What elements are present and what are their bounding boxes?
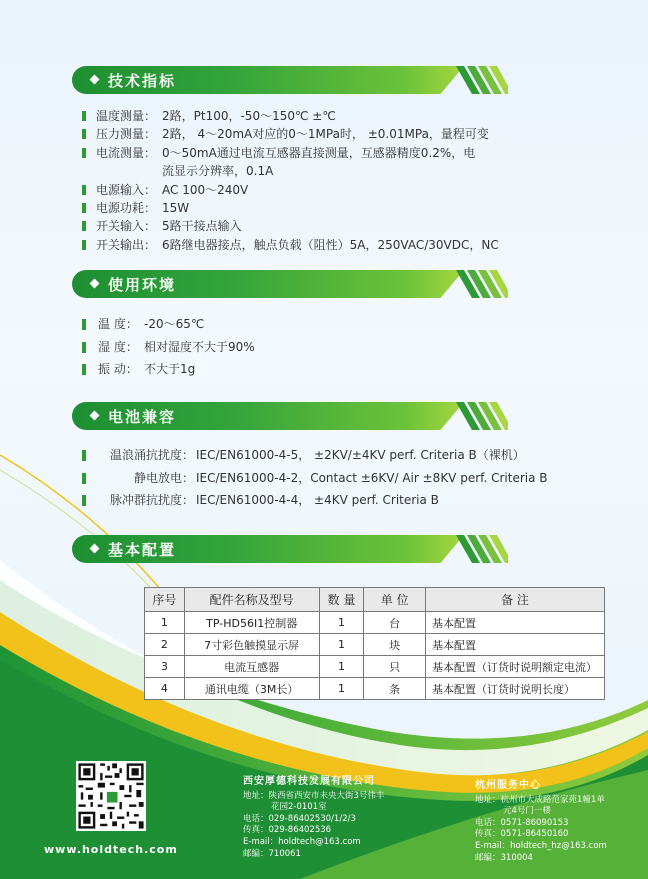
table-cell: TP-HD56I1控制器 <box>184 612 319 634</box>
table-cell: 电流互感器 <box>184 656 319 678</box>
table-header-row <box>145 588 605 612</box>
table-row <box>145 612 605 634</box>
table-header: 序号 <box>145 588 185 612</box>
contact-line: 邮编：310004 <box>475 852 533 863</box>
section-title: 使用环境 <box>108 276 177 294</box>
section-title: 基本配置 <box>108 541 177 559</box>
section-header-config <box>72 535 508 563</box>
section-title: 技术指标 <box>108 72 177 90</box>
section-header-env <box>72 270 508 298</box>
stripes-icon <box>456 402 508 430</box>
table-cell: 1 <box>319 634 364 656</box>
contact-line: 地址：陕西省西安市未央大街3号伟丰 <box>243 790 385 801</box>
contact-line: 传真：0571-86450160 <box>475 829 569 840</box>
table-cell: 基本配置 <box>426 634 605 656</box>
table-cell: 条 <box>364 678 426 700</box>
table-header: 备 注 <box>426 588 605 612</box>
table-cell: 3 <box>145 656 185 678</box>
table-cell: 基本配置（订货时说明长度） <box>426 678 605 700</box>
table-cell: 7寸彩色触摸显示屏 <box>184 634 319 656</box>
contact-line: 花园2-0101室 <box>271 802 327 813</box>
table-row <box>145 634 605 656</box>
table-cell: 基本配置（订货时说明额定电流） <box>426 656 605 678</box>
table-cell: 1 <box>319 678 364 700</box>
company-name: 西安厚德科技发展有限公司 <box>243 776 375 787</box>
table-cell: 块 <box>364 634 426 656</box>
brochure-page: 技术指标 温度测量： 2路，Pt100，-50～150℃ ±℃ 压力测量： 2路， 4～20mA对应的0～1MPa时， ±0.01MPa，量程可变 电流测量： 0～50mA通过电流互感器直接测量，互感器精度0.2%，电 流显示分辨率，0.1A 电源输入： AC 100～240V 电源功耗： 15W 开关输入： 5路干接点输入 开关输出： 6路继电器接点，触点负载（阻性）5A，250VAC/30VDC，NC 使用环境 温 度： -20～65℃ 湿 度： 相对湿度不大于90% 振 动： 不大于1g 电池兼容 温浪涌抗扰度： IEC/EN61000-4-5， ±2KV/±4KV perf. Criteria B（裸机） 静电放电： IEC/EN61000-4-2，Contact ±6KV/ Air ±8KV perf. Criteria B 脉冲群抗扰度： IEC/EN61000-4-4， ±4KV perf. Criteria B 基本配置 序号 配件名称及型号 数 量 单 位 备 注 1 TP-HD56I1控制器 1 台 基本配置 2 7寸彩色触摸显示屏 1 块 基本配置 3 电流互感器 1 只 基本配置（订货时说明额定电流） 4 通讯电缆（3M长） 1 条 基本配置（订货时说明长度） www.holdtech.com 西安厚德科技发展有限公司 地址：陕西省西安市未央大街3号伟丰 花园2-0101室 电话：029-86402530/1/2/3 传真：029-86402536 E-mail：holdtech@163.com 邮编：710061 杭州服务中心 地址：杭州市大成路范家苑1幢1单 元4号门一楼 电话：0571-86090153 传真：0571-86450160 E-mail：holdtech_hz@163.com 邮编：310004 <box>0 0 648 879</box>
contact-line: 地址：杭州市大成路范家苑1幢1单 <box>475 794 605 805</box>
contact-xian <box>243 776 384 860</box>
table-cell: 1 <box>319 656 364 678</box>
table-cell: 通讯电缆（3M长） <box>184 678 319 700</box>
table-cell: 2 <box>145 634 185 656</box>
table-row <box>145 678 605 700</box>
table-header: 单 位 <box>364 588 426 612</box>
table-row <box>145 656 605 678</box>
section-title: 电池兼容 <box>108 408 177 426</box>
contact-line: 电话：029-86402530/1/2/3 <box>243 813 356 824</box>
stripes-icon <box>456 535 508 563</box>
table-header: 数 量 <box>319 588 364 612</box>
qr-code-icon <box>76 761 146 831</box>
contact-hangzhou <box>475 780 607 864</box>
contact-line: E-mail：holdtech@163.com <box>243 836 361 847</box>
section-header-emc <box>72 402 508 430</box>
contact-line: 传真：029-86402536 <box>243 825 332 836</box>
contact-line: 元4号门一楼 <box>503 806 551 817</box>
company-name: 杭州服务中心 <box>475 780 541 791</box>
table-cell: 基本配置 <box>426 612 605 634</box>
config-table <box>144 587 605 700</box>
table-cell: 4 <box>145 678 185 700</box>
table-header: 配件名称及型号 <box>184 588 319 612</box>
website-link[interactable]: www.holdtech.com <box>44 843 178 856</box>
contact-line: 电话：0571-86090153 <box>475 817 569 828</box>
contact-line: E-mail：holdtech_hz@163.com <box>475 840 607 851</box>
stripes-icon <box>456 66 508 94</box>
table-cell: 只 <box>364 656 426 678</box>
table-cell: 台 <box>364 612 426 634</box>
contact-line: 邮编：710061 <box>243 848 301 859</box>
table-cell: 1 <box>145 612 185 634</box>
section-header-specs <box>72 66 508 94</box>
stripes-icon <box>456 270 508 298</box>
table-cell: 1 <box>319 612 364 634</box>
